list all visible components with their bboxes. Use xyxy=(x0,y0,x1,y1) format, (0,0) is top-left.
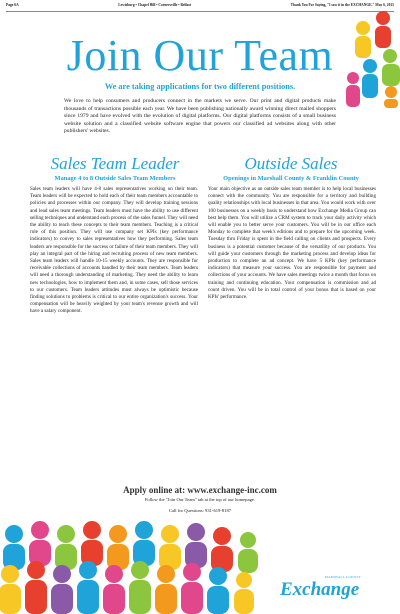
exchange-logo xyxy=(280,575,380,605)
outside-sales-subheading: Openings in Marshall County & Franklin County xyxy=(223,175,359,182)
sales-leader-body: Sales team leaders will have 4-8 sales representatives working on their team. Team leaders will be expected to hold each of their team members accountable to policies and processes within our company. They will develop training sessions and lead sales team meetings. Team leaders must have the ability to use different selling techniques and understand each process of the sales funnel. They will need the ability to teach these concepts to their team members. Teaching is a critical role of this position. They will use company set KPIs (key performance indicators) to convey to sales representatives how they performing. Sales team leaders are responsible for the success or failure of their team members. They will play an integral part of the hiring and recruiting process of new team members. Sales team leaders will handle 10-15 weekly accounts. They are responsible for receivable collections of accounts handled by their team members. Team leaders will need a thorough understanding of marketing. They need the ability to learn new technologies, how to implement them and, in some cases, sell those services to our customers. Team leaders attitudes must always be optimistic because finding solutions to problems is critical to our entire organization's success. Your compensation will be heavily weighted by your team's revenue growth and will have a salary component. xyxy=(30,186,198,315)
sales-leader-heading: Sales Team Leader xyxy=(50,154,180,173)
outside-sales-body: Your main objective as an outside sales team member is to help local businesses connect with the community. You are responsible for a territory and building quality relationships with local businesses in that area. You would work with over 100 businesses on a weekly basis to understand how Exchange Media Group can best help them. You will utilize a CRM system to track your daily activity which will enable you to better serve your customers. You will be in our office each Monday to complete that week's editions and to prepare for the upcoming week. Tuesday thru Friday is spent in the field calling on clients and prospects. Every business is a potential customer because of the versatility of our products. You will guide your customers through the marketing process and develop ideas for production to complete an ad concept. We have 5 KPIs (key performance indicators) that measure your success. You are responsible for payment and collections of your accounts. We have sales meetings twice a month that focus on training and continuing education. Your compensation is commission and ad count driven. You will be in total control of your bonus that is based on your KPIs' performance. xyxy=(208,186,376,301)
logo-wordmark: Exchange xyxy=(280,579,360,600)
page-number: Page 6A xyxy=(6,3,19,7)
call-for-questions: Call for Questions: 931-619-8187 xyxy=(168,508,232,513)
page-title: Join Our Team xyxy=(66,31,334,80)
page-header xyxy=(6,3,394,12)
header-towns: Lewisburg • Chapel Hill • Cornersville • Belfast xyxy=(118,3,192,7)
logo-subtext: MARSHALL COUNTY xyxy=(325,575,361,579)
apply-online-text: Apply online at: www.exchange-inc.com xyxy=(123,485,277,495)
follow-instructions: Follow the "Join Our Team" tab at the top of our homepage. xyxy=(144,497,256,502)
people-illustration-crowd xyxy=(0,520,280,614)
header-slogan: Thank You For Saying, "I saw it in the EXCHANGE." May 6, 2015 xyxy=(290,3,394,7)
intro-paragraph: We love to help consumers and producers connect in the markets we serve. Our print and digital products make thousands of transactions possible each year. We have been publishing nationally award winning direct mailed shoppers since 1979 and have evolved with the evolution of digital platforms. Our digital platforms consists of a small business website solution and a classified website software engine that powers our classified ad websites along with other publishers' websites. xyxy=(64,98,336,135)
outside-sales-heading: Outside Sales xyxy=(244,154,338,173)
sales-leader-subheading: Manage 4 to 8 Outside Sales Team Members xyxy=(54,175,176,182)
page-subtitle: We are taking applications for two different positions. xyxy=(104,82,296,91)
